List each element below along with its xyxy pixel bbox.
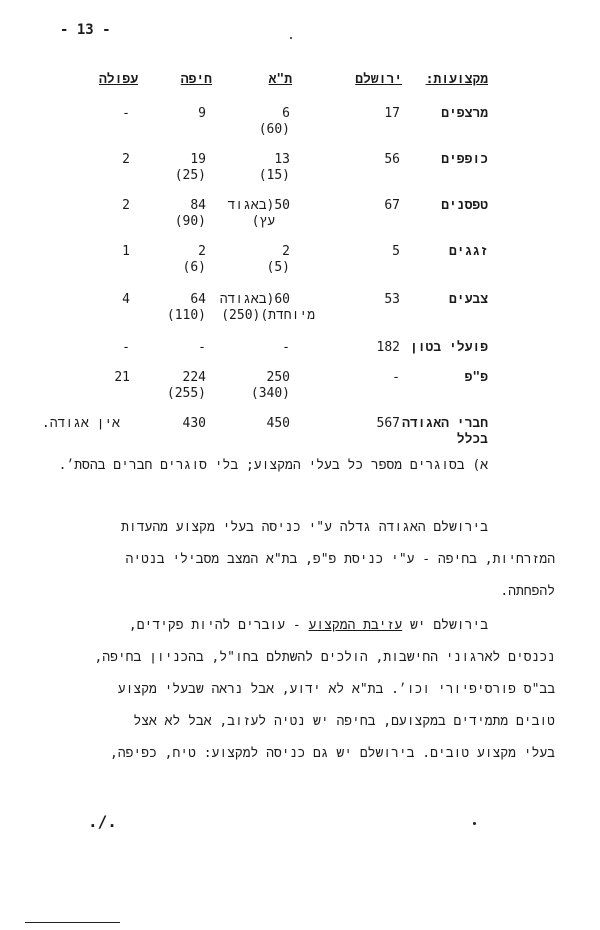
- cell-tel-aviv: 450: [266, 416, 290, 431]
- row-label: צבעים: [448, 292, 488, 307]
- footnote-rule: [25, 922, 120, 923]
- cell-tel-aviv: 50(באגוד: [227, 198, 290, 213]
- cell-afula: -: [122, 340, 130, 355]
- ink-speck: [473, 822, 476, 825]
- cell-afula: 21: [114, 370, 130, 385]
- cell-jerusalem: 53: [384, 292, 400, 307]
- cell-tel-aviv: 2: [282, 244, 290, 259]
- paragraph-2-line: בעלי מקצוע טובים. בירושלם יש גם כניסה למקצוע: טיח, כפיפה,: [109, 746, 555, 761]
- cell-tel-aviv: 13: [274, 152, 290, 167]
- cell-haifa: 19: [190, 152, 206, 167]
- cell-jerusalem: -: [392, 370, 400, 385]
- text-run: - עוברים להיות פקידים,: [128, 618, 309, 633]
- cell-haifa-sub: (6): [182, 260, 206, 275]
- cell-jerusalem: 67: [384, 198, 400, 213]
- cell-tel-aviv-sub: (15): [258, 168, 290, 183]
- paragraph-1-line: בירושלם האגודה גדלה ע"י כניסה בעלי מקצוע מהעדות: [121, 520, 488, 535]
- cell-haifa: 64: [190, 292, 206, 307]
- cell-afula: 2: [122, 198, 130, 213]
- paragraph-1-line: להפחתה.: [500, 584, 555, 599]
- cell-tel-aviv: 250: [266, 370, 290, 385]
- row-label: טפסנים: [441, 198, 488, 213]
- row-label-sub: בכלל: [456, 432, 488, 447]
- cell-tel-aviv-sub: (5): [266, 260, 290, 275]
- header-professions: מקצועות:: [425, 72, 488, 87]
- row-label: זגגים: [448, 244, 488, 259]
- cell-tel-aviv: 60(באגודה: [219, 292, 290, 307]
- row-label: פ"פ: [464, 370, 488, 385]
- text-run: בירושלם יש: [402, 618, 488, 633]
- cell-haifa: 84: [190, 198, 206, 213]
- cell-tel-aviv-sub: (340): [250, 386, 290, 401]
- cell-jerusalem: 5: [392, 244, 400, 259]
- ink-speck: [290, 37, 292, 39]
- row-label: חברי האגודה: [402, 416, 488, 431]
- paragraph-2-line: בב"ס פורסיפיורי וכו׳. בת"א לא ידוע, אבל נראה שבעלי מקצוע: [117, 682, 555, 697]
- cell-haifa: 430: [182, 416, 206, 431]
- paragraph-2-line: [129, 618, 488, 633]
- header-afula: עפולה: [98, 72, 138, 87]
- cell-jerusalem: 56: [384, 152, 400, 167]
- header-haifa: חיפה: [180, 72, 212, 87]
- paragraph-1-line: המזרחיות, בחיפה - ע"י כניסת פ"פ, בת"א המצב מסבילי בנטיה: [125, 552, 555, 567]
- cell-tel-aviv-sub: מיוחדת)(250): [221, 308, 315, 323]
- cell-haifa: -: [198, 340, 206, 355]
- footnote: א) בסוגרים מספר כל בעלי המקצוע; בלי סוגרים חברים בהסת׳.: [58, 458, 488, 473]
- cell-jerusalem: 17: [384, 106, 400, 121]
- cell-tel-aviv-sub: עץ): [251, 214, 275, 229]
- header-tel-aviv: ת"א: [268, 72, 292, 87]
- cell-haifa: 9: [198, 106, 206, 121]
- page-number: - 13 -: [60, 22, 111, 38]
- cell-afula: 4: [122, 292, 130, 307]
- cell-tel-aviv: 6: [282, 106, 290, 121]
- row-label: מרצפים: [441, 106, 488, 121]
- cell-afula: 1: [122, 244, 130, 259]
- cell-tel-aviv-sub: (60): [258, 122, 290, 137]
- paragraph-2-line: טובים מתמידים במקצועם, בחיפה יש נטיה לעזוב, אבל לא אצל: [133, 714, 555, 729]
- cell-afula: אין אגודה.: [41, 416, 120, 431]
- cell-haifa: 2: [198, 244, 206, 259]
- row-label: כופפים: [441, 152, 488, 167]
- cell-afula: 2: [122, 152, 130, 167]
- row-label: פועלי בטון: [409, 340, 488, 355]
- underlined-phrase: עזיבת המקצוע: [308, 618, 403, 633]
- cell-haifa-sub: (255): [166, 386, 206, 401]
- header-jerusalem: ירושלם: [355, 72, 402, 87]
- cell-haifa: 224: [182, 370, 206, 385]
- cell-jerusalem: 567: [376, 416, 400, 431]
- cell-jerusalem: 182: [376, 340, 400, 355]
- cell-haifa-sub: (25): [174, 168, 206, 183]
- cell-tel-aviv: -: [282, 340, 290, 355]
- cell-afula: -: [122, 106, 130, 121]
- paragraph-2-line: נכנסים לארגוני החישבות, הולכים להשתלם בחו"ל, בהכניון בחיפה,: [94, 650, 555, 665]
- continuation-mark: ./.: [88, 812, 117, 831]
- cell-haifa-sub: (110): [166, 308, 206, 323]
- cell-haifa-sub: (90): [174, 214, 206, 229]
